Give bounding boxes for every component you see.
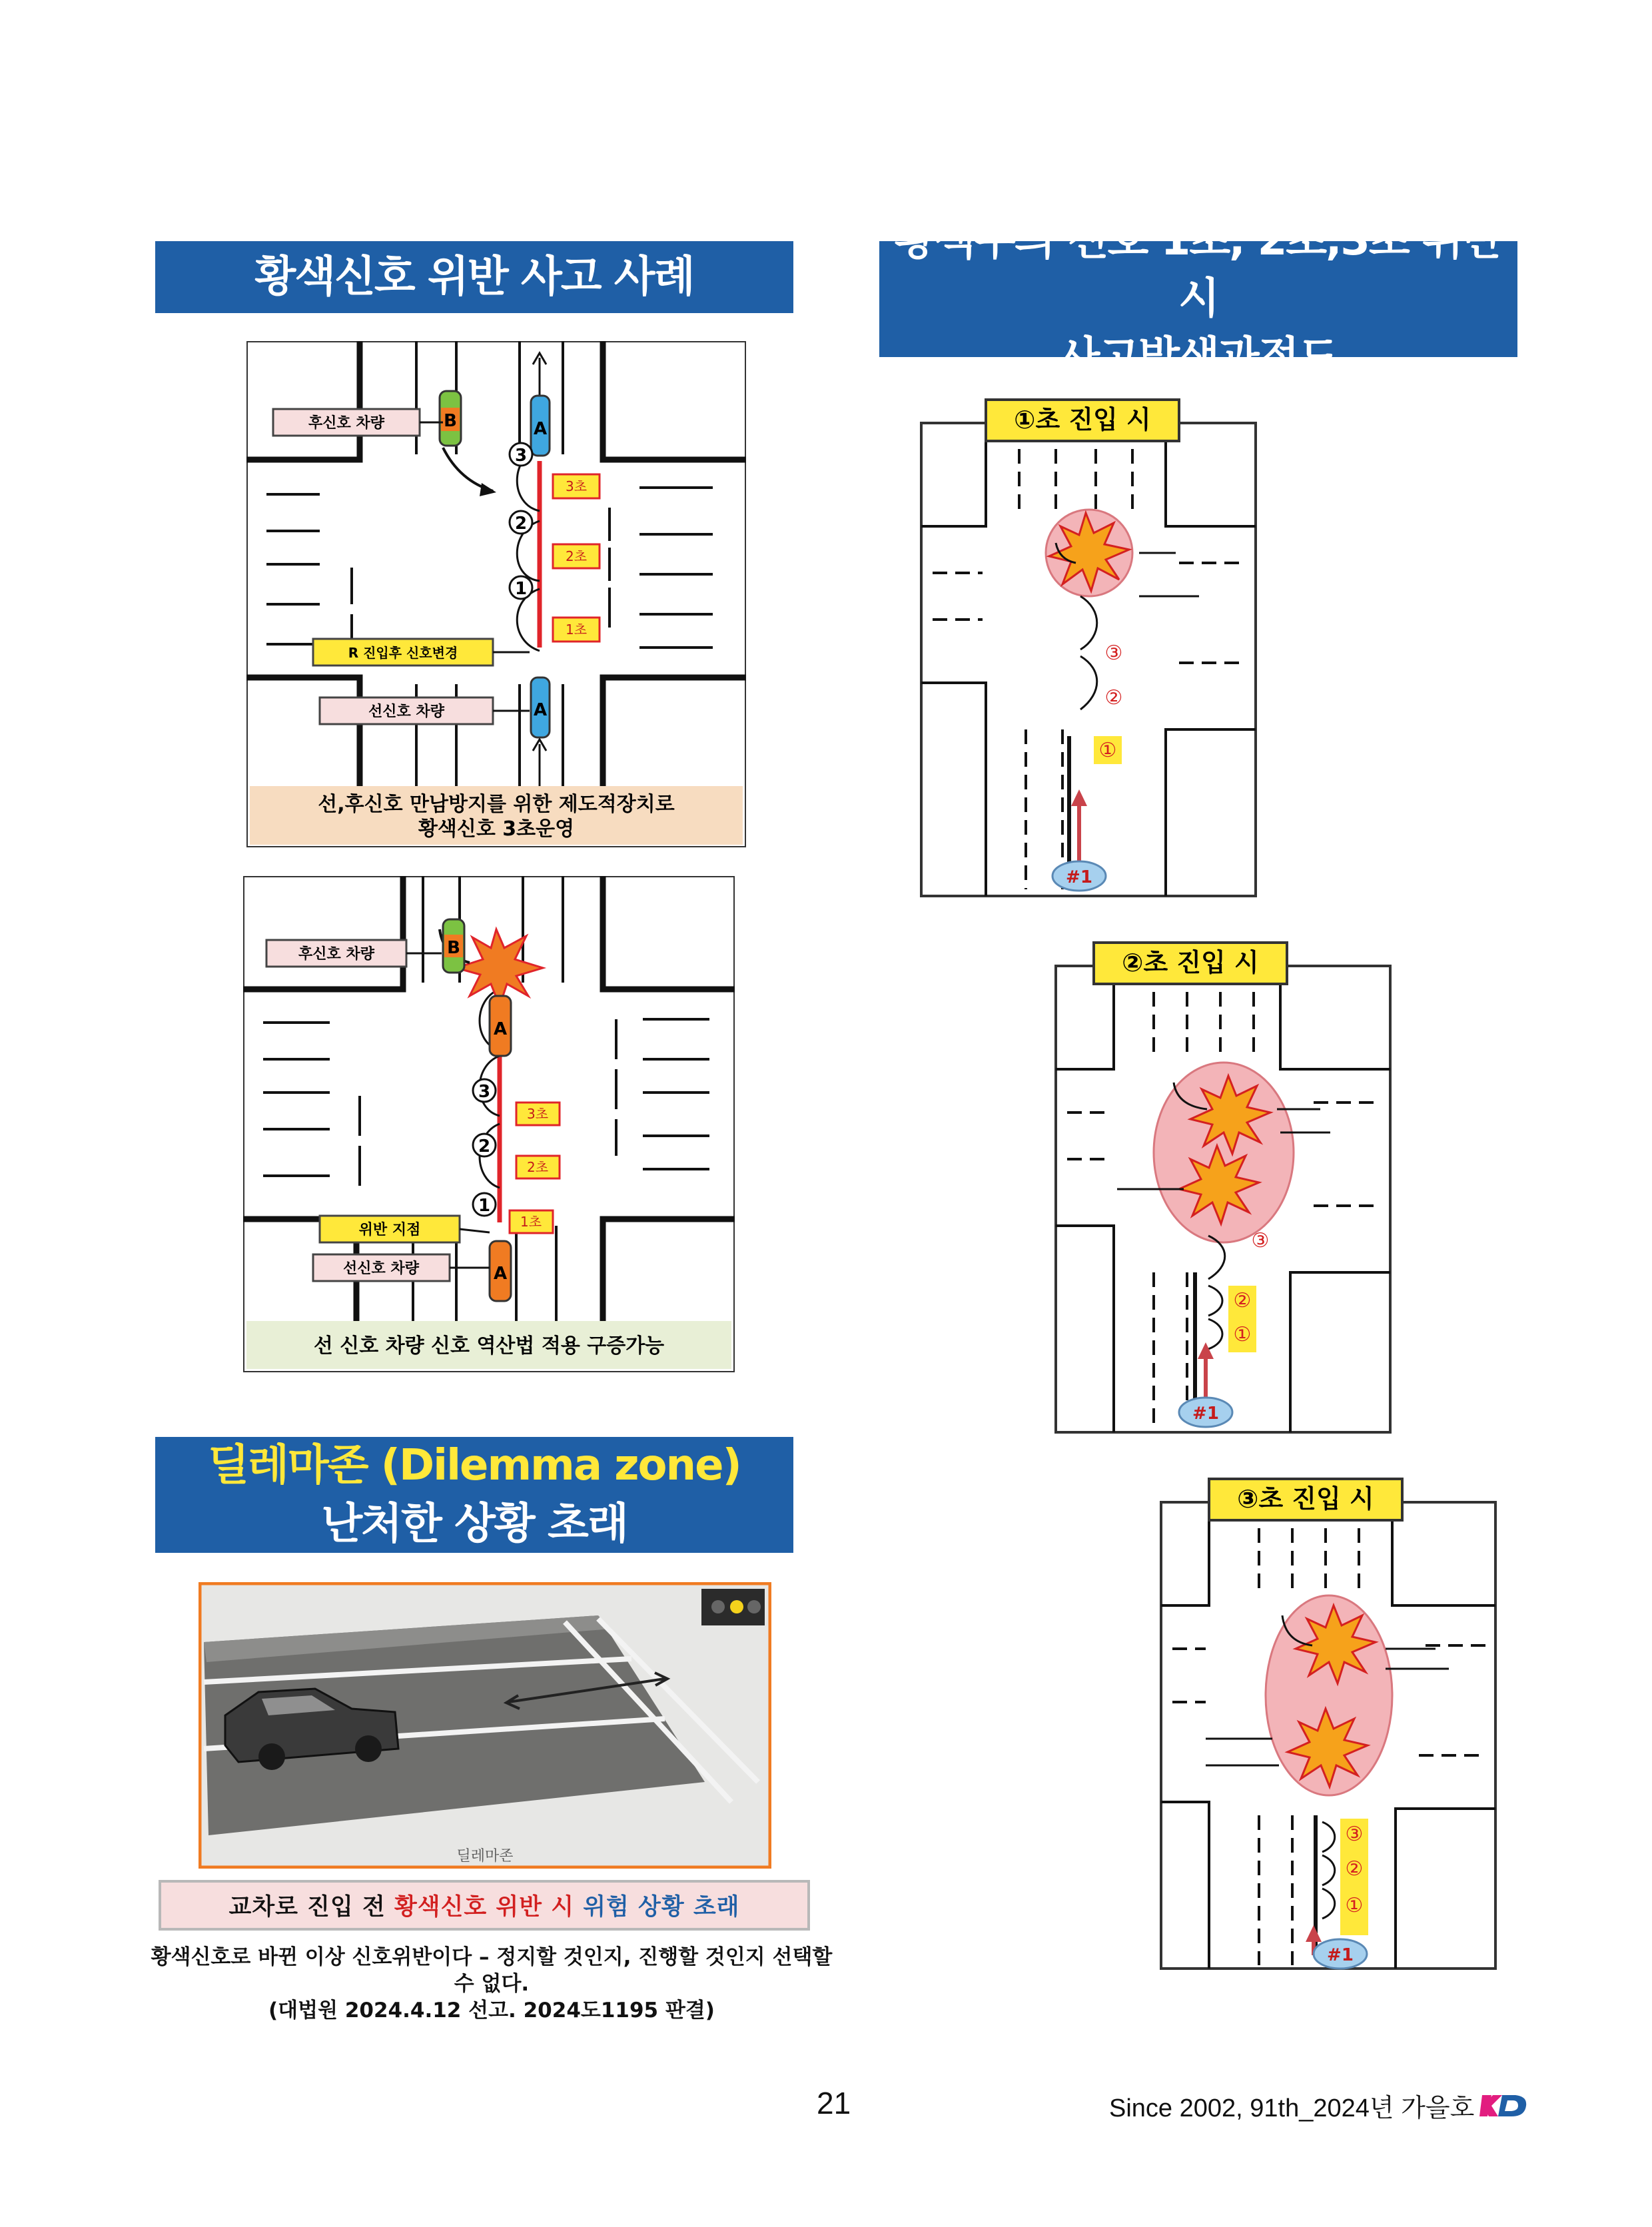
court-ruling: [145, 1944, 838, 2024]
rear-vehicle-label: 후신호 차량: [308, 415, 384, 432]
photo-caption: 딜레마존: [456, 1848, 514, 1865]
section-banner-accident-process: [879, 216, 1517, 382]
marker-2: ②: [1104, 686, 1123, 709]
warning-text-2: 황색신호 위반 시: [394, 1894, 575, 1921]
warning-text-1: 교차로 진입 전: [228, 1894, 386, 1921]
warning-text-3: 위험 상황 초래: [583, 1894, 740, 1921]
ruling-line-1: 황색신호로 바뀐 이상 신호위반이다 – 정지할 것인지, 진행할 것인지 선택할 수 없다.: [151, 1945, 833, 1996]
seconds-3-badge: 3초: [526, 1106, 549, 1122]
step-1-number: 1: [478, 1196, 491, 1216]
banner-title-line1: 딜레마존 (Dilemma zone): [208, 1441, 741, 1490]
violation-point-label: 위반 지점: [358, 1222, 421, 1238]
car-b-label: B: [444, 411, 457, 431]
ruling-line-2: (대법원 2024.4.12 선고. 2024도1195 판결): [268, 1999, 715, 2022]
banner-title-line2: 사고발생과정도: [1058, 333, 1338, 382]
car-a-label: A: [493, 1019, 508, 1039]
vehicle-1-tag: #1: [1192, 1404, 1219, 1424]
vehicle-1-tag: #1: [1066, 867, 1092, 887]
step-3-number: 3: [514, 446, 528, 466]
yellow-signal-diagram-1: [246, 341, 746, 847]
marker-1: ①: [1098, 739, 1117, 762]
seconds-1-badge: 1초: [565, 622, 588, 638]
marker-1: ①: [1345, 1894, 1364, 1917]
marker-3: ③: [1251, 1229, 1270, 1252]
car-a-label: A: [533, 700, 548, 720]
issue-text: Since 2002, 91th_2024년 가을호: [1109, 2094, 1475, 2122]
process-title: ③초 진입 시: [1237, 1484, 1374, 1514]
front-vehicle-label: 선신호 차량: [368, 703, 444, 720]
banner-title: 황색신호 위반 사고 사례: [254, 252, 694, 302]
car-a-label: A: [533, 419, 548, 439]
diagram-footer-line2: 황색신호 3초운영: [418, 817, 575, 841]
seconds-2-badge: 2초: [526, 1159, 549, 1175]
marker-3: ③: [1345, 1823, 1364, 1846]
seconds-3-badge: 3초: [565, 478, 588, 494]
issue-info: [1109, 2087, 1529, 2124]
marker-2: ②: [1345, 1857, 1364, 1881]
section-banner-dilemma-zone: [155, 1437, 793, 1553]
process-title: ①초 진입 시: [1014, 405, 1151, 434]
step-2-number: 2: [514, 514, 528, 534]
marker-2: ②: [1233, 1289, 1252, 1312]
section-banner-yellow-signal-accident: [155, 241, 793, 313]
rear-vehicle-label: 후신호 차량: [298, 946, 374, 963]
car-b-label: B: [447, 938, 460, 958]
yellow-signal-diagram-2: [243, 876, 735, 1372]
warning-bar: [159, 1880, 810, 1931]
marker-3: ③: [1104, 642, 1123, 665]
front-vehicle-label: 선신호 차량: [343, 1260, 419, 1277]
step-2-number: 2: [478, 1136, 491, 1156]
car-a-label: A: [493, 1264, 508, 1284]
process-title: ②초 진입 시: [1122, 948, 1259, 977]
marker-1: ①: [1233, 1323, 1252, 1346]
magazine-logo-icon: [1479, 2092, 1529, 2119]
seconds-2-badge: 2초: [565, 548, 588, 564]
diagram-footer-line1: 선,후신호 만남방지를 위한 제도적장치로: [318, 793, 675, 816]
page-number: 21: [817, 2086, 851, 2120]
diagram-footer: 선 신호 차량 신호 역산법 적용 구증가능: [313, 1334, 665, 1358]
process-diagram-3-second: [1159, 1476, 1499, 1972]
banner-title-line1: 황색주의 신호 1초, 2초,3초 위반시: [895, 216, 1502, 324]
seconds-1-badge: 1초: [520, 1214, 542, 1230]
step-1-number: 1: [514, 579, 528, 599]
signal-change-label: R 진입후 신호변경: [348, 645, 458, 661]
dilemma-zone-photo: [199, 1582, 771, 1869]
process-diagram-2-second: [1054, 939, 1394, 1436]
banner-title-line2: 난처한 상황 초래: [321, 1500, 627, 1549]
process-diagram-1-second: [919, 396, 1259, 899]
vehicle-1-tag: #1: [1327, 1945, 1354, 1965]
step-3-number: 3: [478, 1082, 491, 1102]
